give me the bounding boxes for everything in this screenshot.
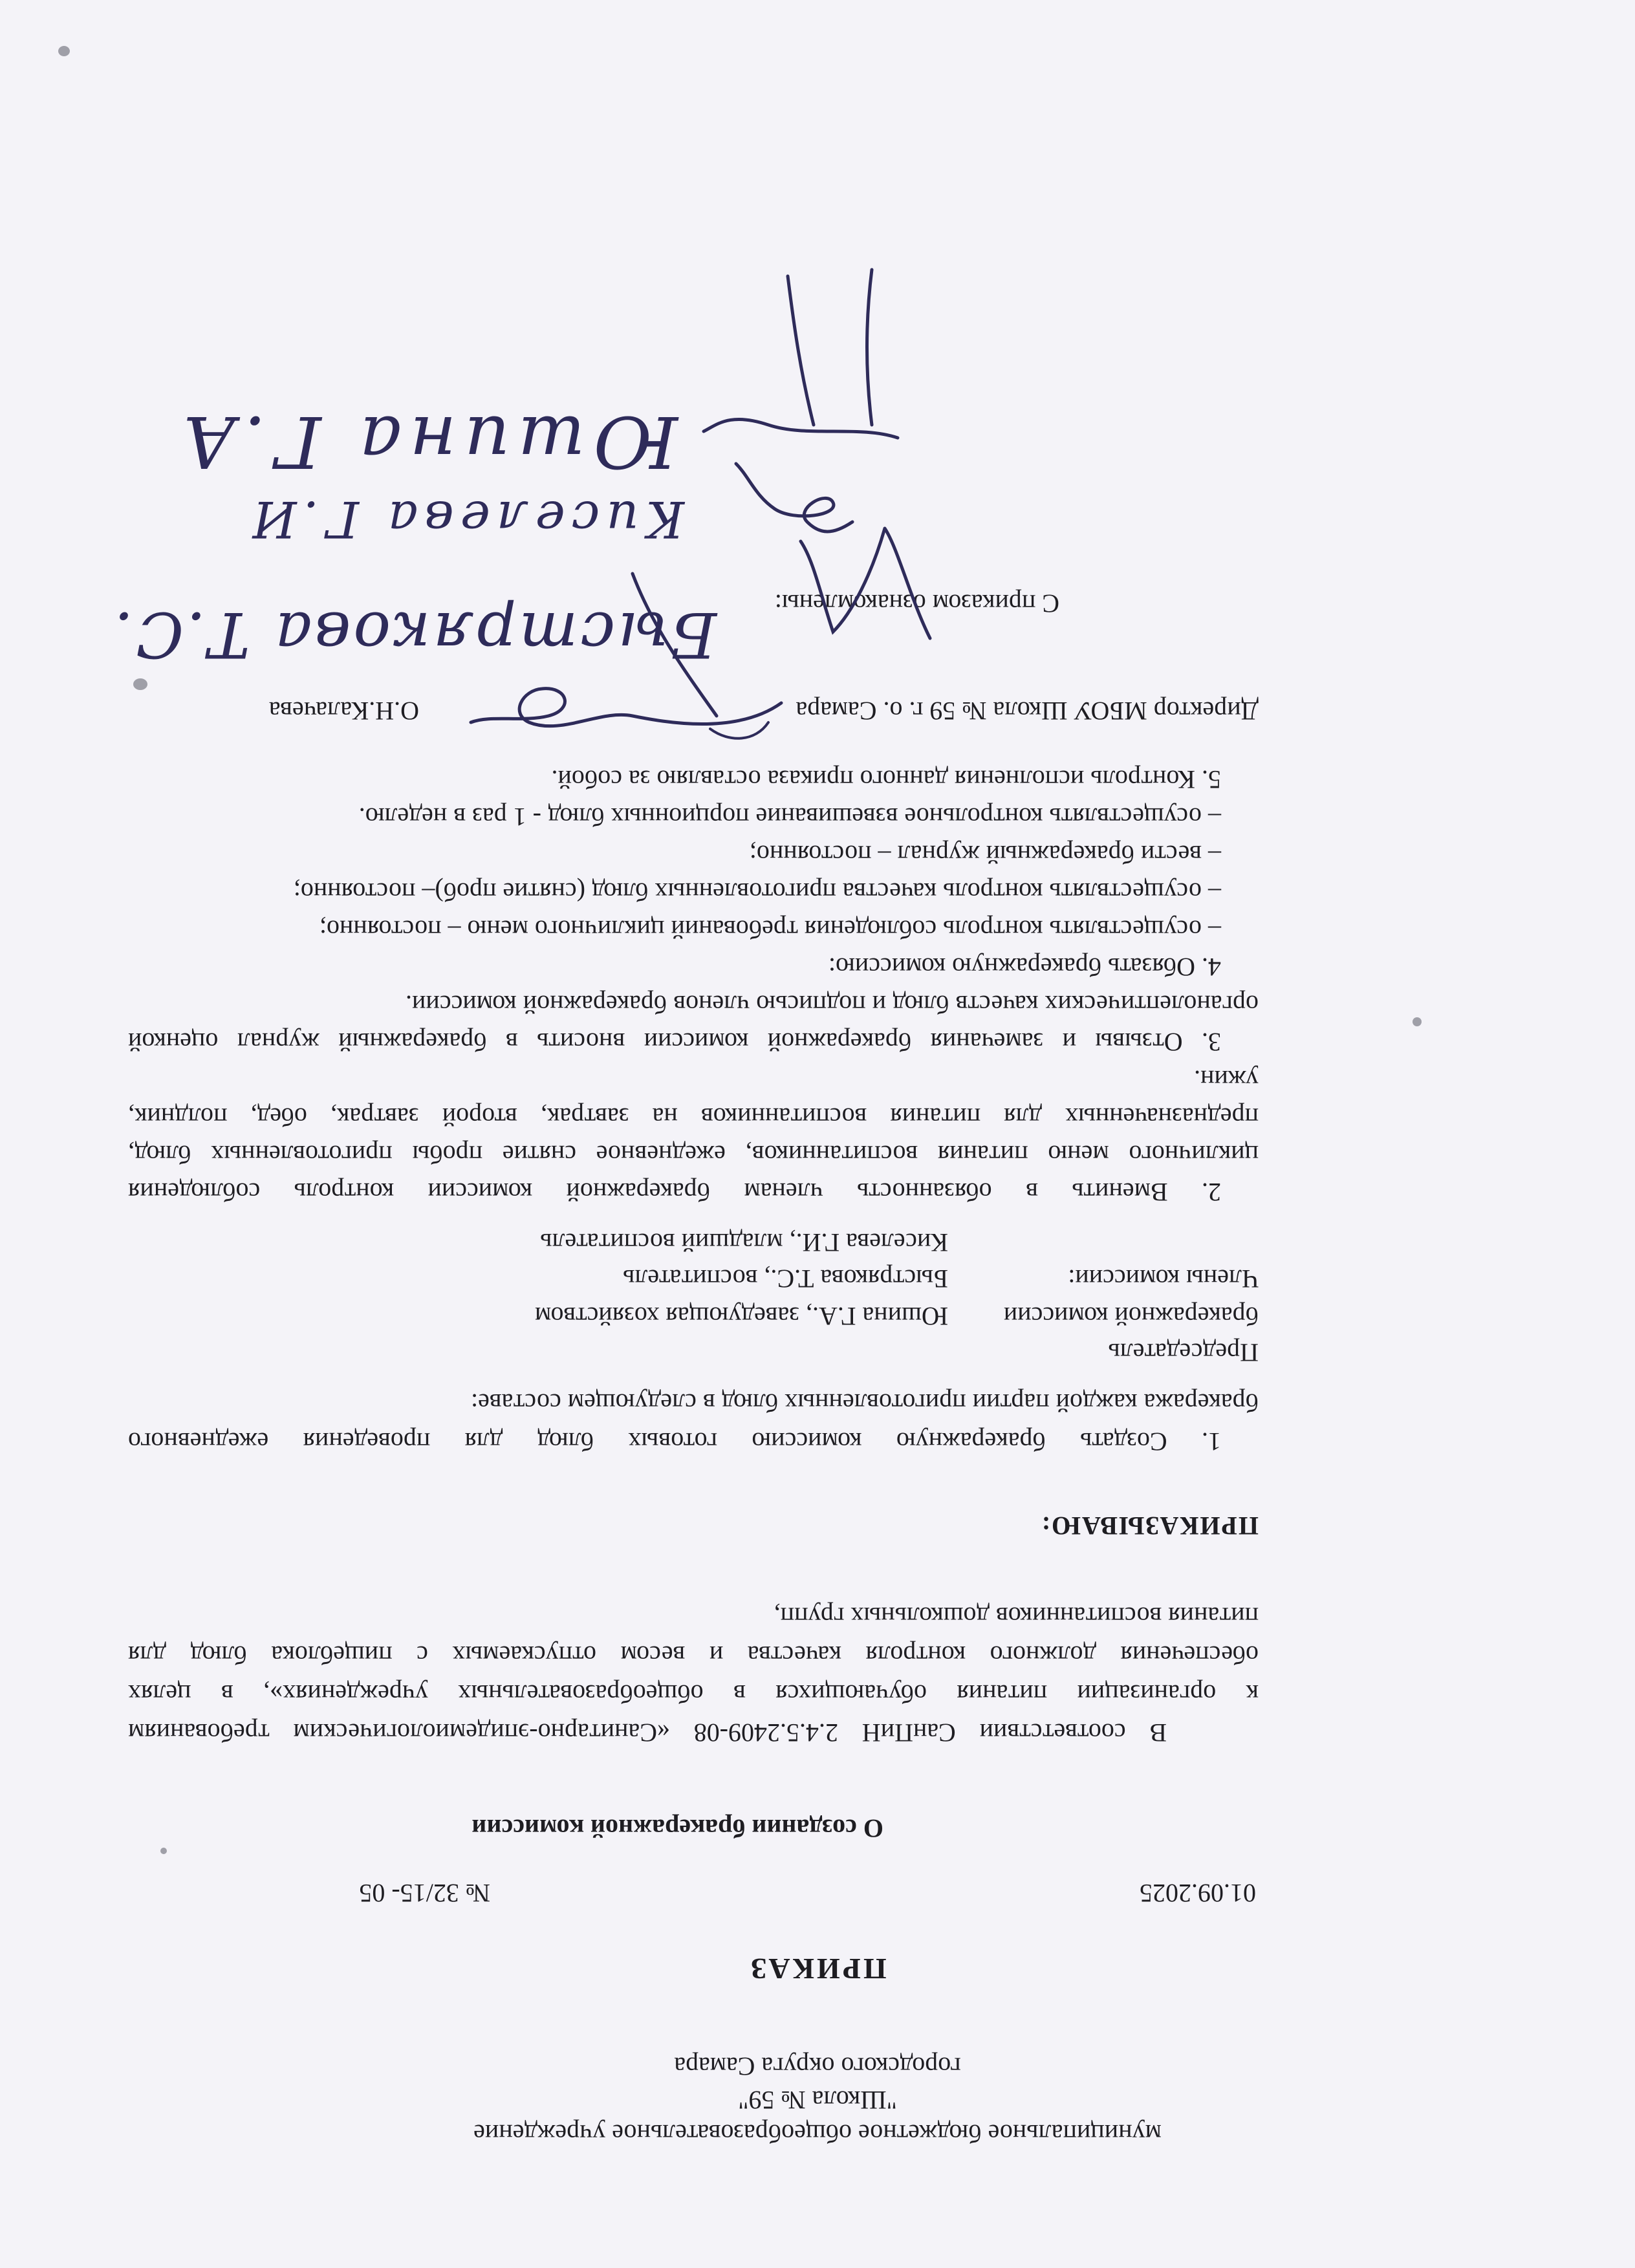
item4-heading: 4. Обязать бракеражную комиссию: xyxy=(828,953,1221,982)
item4-bullet: – осуществлять контроль соблюдения требований цикличного меню – постоянно; xyxy=(319,915,1221,944)
signature-kiseleva: Киселева Г.И xyxy=(246,490,684,548)
signature-yushina: Юшина Г.А xyxy=(174,400,678,483)
item2-line: ужин. xyxy=(1194,1065,1259,1094)
item1-line1: 1. Создать бракеражную комиссию готовых блюд для проведения ежедневного xyxy=(128,1427,1221,1456)
director-title: Директор МБОУ Школа № 59 г. о. Самара xyxy=(796,697,1259,726)
scan-speck xyxy=(1413,1017,1422,1026)
order-number: № 32/15- 05 xyxy=(359,1879,490,1908)
order-subject: О создании бракеражной комиссии xyxy=(471,1814,883,1843)
scan-speck xyxy=(133,678,147,690)
item4-bullet: – вести бракеражный журнал – постоянно; xyxy=(749,840,1221,869)
preamble-line: В соответствии СанПиН 2.4.5.2409-08 «Санитарно-эпидемиологическим требованиям xyxy=(128,1718,1167,1747)
preamble-line: к организации питания обучающихся в общеобразовательных учреждениях», в целях xyxy=(128,1679,1259,1709)
order-date: 01.09.2025 xyxy=(1140,1879,1256,1908)
director-name: О.Н.Калачева xyxy=(268,697,419,726)
item4-bullet: – осуществлять контрольное взвешивание порционных блюд - 1 раз в неделю. xyxy=(358,803,1221,832)
chair-name: Юшина Г.А., заведующая хозяйством xyxy=(534,1302,948,1331)
member-name: Киселева Г.И., младший воспитатель xyxy=(540,1228,948,1257)
item2-line: предназначенных для питания воспитанников на завтрак, второй завтрак, обед, полдник, xyxy=(128,1103,1259,1132)
order-title: ПРИКАЗ xyxy=(748,1952,887,1985)
item1-line2: бракеража каждой партии приготовленных блюд в следующем составе: xyxy=(471,1388,1259,1418)
order-word: ПРИКАЗЫВАЮ: xyxy=(1040,1511,1259,1540)
members-label: Члены комиссии: xyxy=(1068,1264,1259,1293)
scan-speck xyxy=(58,46,70,56)
chair-label: Председатель xyxy=(1108,1338,1259,1367)
preamble-line: питания воспитанников дошкольных групп, xyxy=(774,1602,1259,1631)
signature-bystryakova: Быстрякова Т.С. xyxy=(111,598,717,671)
item2-line: 2. Вменить в обязанность членам бракеражной комиссии контроль соблюдения xyxy=(128,1178,1221,1207)
org-name-line2: "Школа № 59" xyxy=(738,2086,897,2115)
scan-speck xyxy=(160,1848,167,1854)
item2-line: цикличного меню питания воспитанников, ежедневное снятие пробы приготовленных блюд, xyxy=(128,1140,1259,1169)
item3-line: органолептических качеств блюд и подписью членов бракеражной комиссии. xyxy=(405,990,1259,1019)
org-name-line3: городского округа Самара xyxy=(674,2052,961,2081)
preamble-line: обеспечения должного контроля качества и весом отпускаемых с пищеблока блюд для xyxy=(128,1641,1259,1670)
item4-bullet: – осуществлять контроль качества приготовленных блюд (снятие проб)– постоянно; xyxy=(293,878,1221,907)
chair-label: бракеражной комиссии xyxy=(1003,1302,1259,1331)
acquainted-label: С приказом ознакомлены: xyxy=(774,589,1059,618)
item5: 5. Контроль исполнения данного приказа оставляю за собой. xyxy=(551,765,1221,794)
org-name-line1: муниципальное бюджетное общеобразовательное учреждение xyxy=(473,2119,1162,2148)
item3-line: 3. Отзывы и замечания бракеражной комиссии вносить в бракеражный журнал оценкой xyxy=(128,1028,1221,1057)
signature-mark xyxy=(691,257,911,464)
member-name: Быстрякова Т.С., воспитатель xyxy=(623,1264,948,1293)
